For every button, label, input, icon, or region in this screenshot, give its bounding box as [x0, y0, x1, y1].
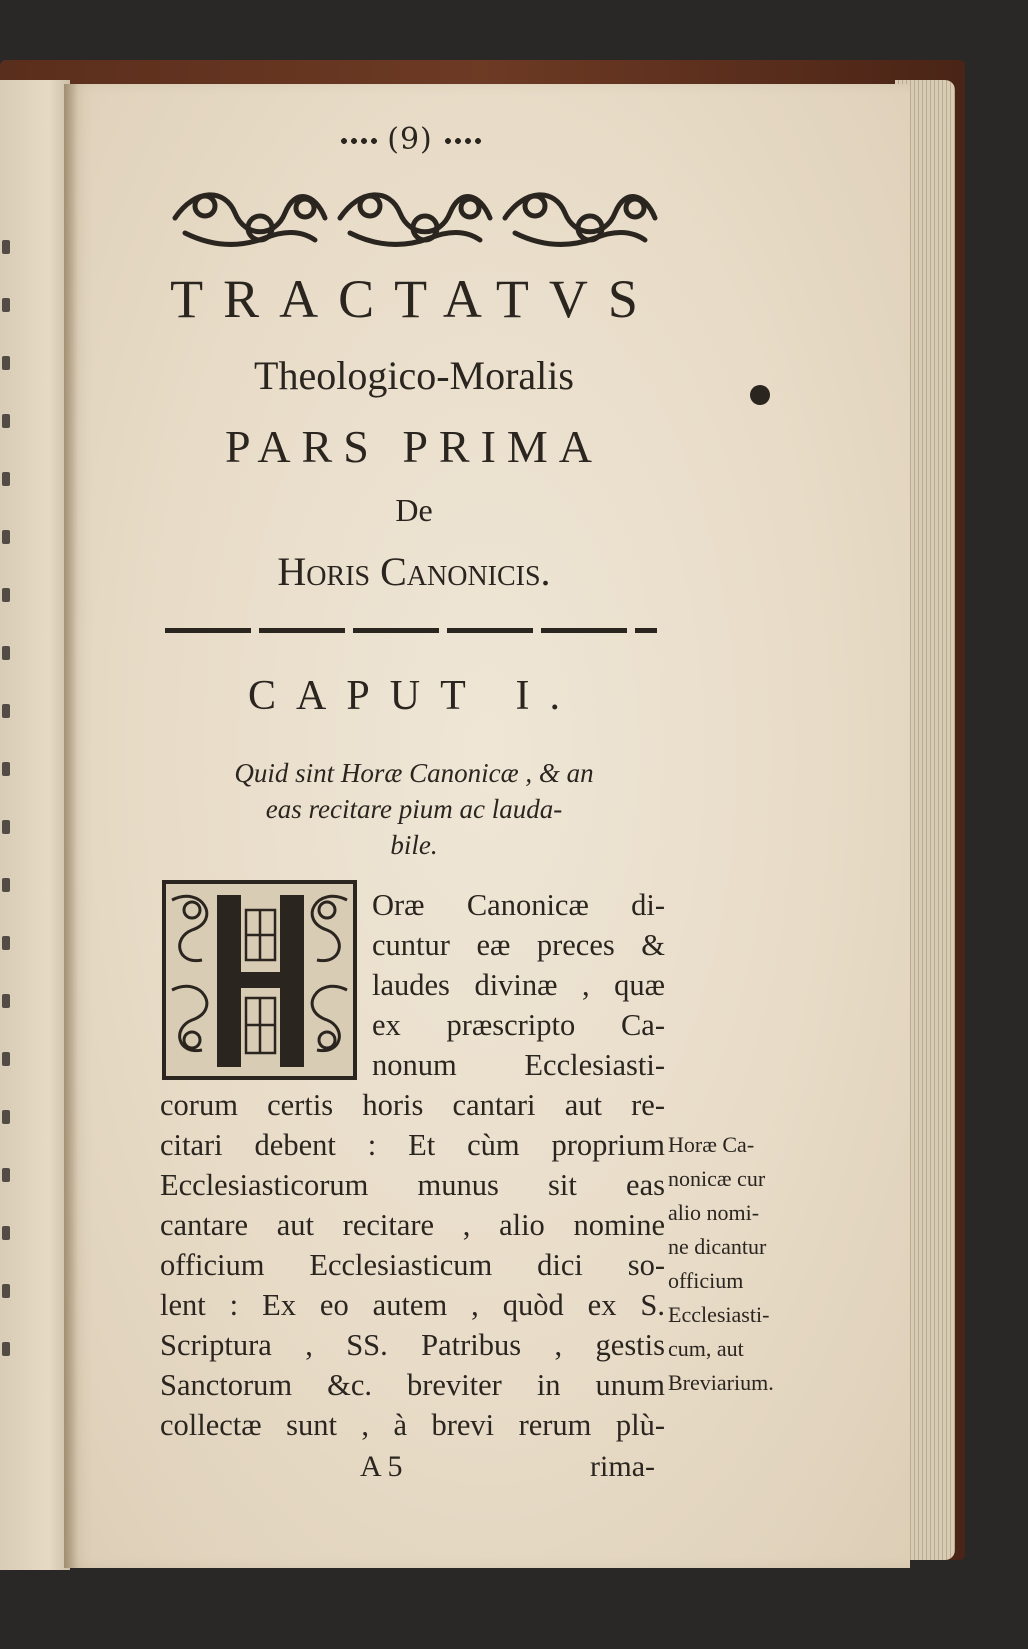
left-page-text-fragments: [0, 240, 20, 1440]
margin-note-line: Ecclesiasti-: [668, 1302, 770, 1327]
title-main: TRACTATVS: [170, 269, 658, 329]
part-heading: PARS PRIMA: [224, 421, 604, 472]
text-line: nonum Ecclesiasti-: [372, 1048, 665, 1082]
text-line: Sanctorum &c. breviter in unum: [160, 1368, 665, 1402]
page-spot: [750, 385, 770, 405]
chapter-heading: CAPUT I.: [248, 673, 580, 719]
text-line: lent : Ex eo autem , quòd ex S.: [160, 1288, 665, 1322]
text-line: officium Ecclesiasticum dici so-: [160, 1248, 665, 1282]
page-gutter-shadow: [64, 84, 78, 1568]
subtitle-line: eas recitare pium ac lauda-: [265, 794, 563, 824]
text-line: cuntur eæ preces &: [372, 928, 665, 962]
subtitle-line: Quid sint Horæ Canonicæ , & an: [234, 758, 594, 788]
margin-note-line: cum, aut: [668, 1336, 744, 1361]
title-sub: Theologico-Moralis: [254, 353, 574, 398]
left-page-edge: [0, 80, 70, 1570]
de-line: De: [395, 492, 433, 528]
text-line: laudes divinæ , quæ: [372, 968, 665, 1002]
text-line: cantare aut recitare , alio nomine: [160, 1208, 665, 1242]
page-footer: [160, 1450, 665, 1490]
margin-note-line: officium: [668, 1268, 744, 1293]
body-text-narrow: [372, 885, 665, 1085]
topic-heading: Horis Canonicis.: [277, 549, 551, 594]
text-line: collectæ sunt , à brevi rerum plù-: [160, 1408, 665, 1442]
text-line: corum certis horis cantari aut re-: [160, 1088, 665, 1122]
margin-note-line: Horæ Ca-: [668, 1132, 755, 1157]
catchword: rima-: [590, 1450, 655, 1483]
text-line: Scriptura , SS. Patribus , gestis: [160, 1328, 665, 1362]
body-text-wide: [160, 1085, 665, 1445]
text-line: Oræ Canonicæ di-: [372, 888, 665, 922]
page-number-text: (9): [387, 122, 433, 157]
ornament-right-icon: [443, 136, 481, 146]
margin-note-line: nonicæ cur: [668, 1166, 766, 1191]
page-number: [310, 122, 510, 157]
headpiece-ornament-icon: [165, 178, 665, 258]
text-line: ex præscripto Ca-: [372, 1008, 665, 1042]
margin-note-line: ne dicantur: [668, 1234, 767, 1259]
subtitle-line: bile.: [390, 830, 438, 860]
text-line: citari debent : Et cùm proprium: [160, 1128, 665, 1162]
text-line: Ecclesiasticorum munus sit eas: [160, 1168, 665, 1202]
chapter-subtitle: [160, 755, 668, 863]
decorated-initial-h-icon: [162, 880, 357, 1080]
signature-mark: A 5: [360, 1450, 403, 1483]
margin-note-line: alio nomi-: [668, 1200, 760, 1225]
ornament-left-icon: [339, 136, 377, 146]
divider-rule: [165, 628, 657, 633]
margin-note: [668, 1128, 818, 1400]
margin-note-line: Breviarium.: [668, 1370, 774, 1395]
